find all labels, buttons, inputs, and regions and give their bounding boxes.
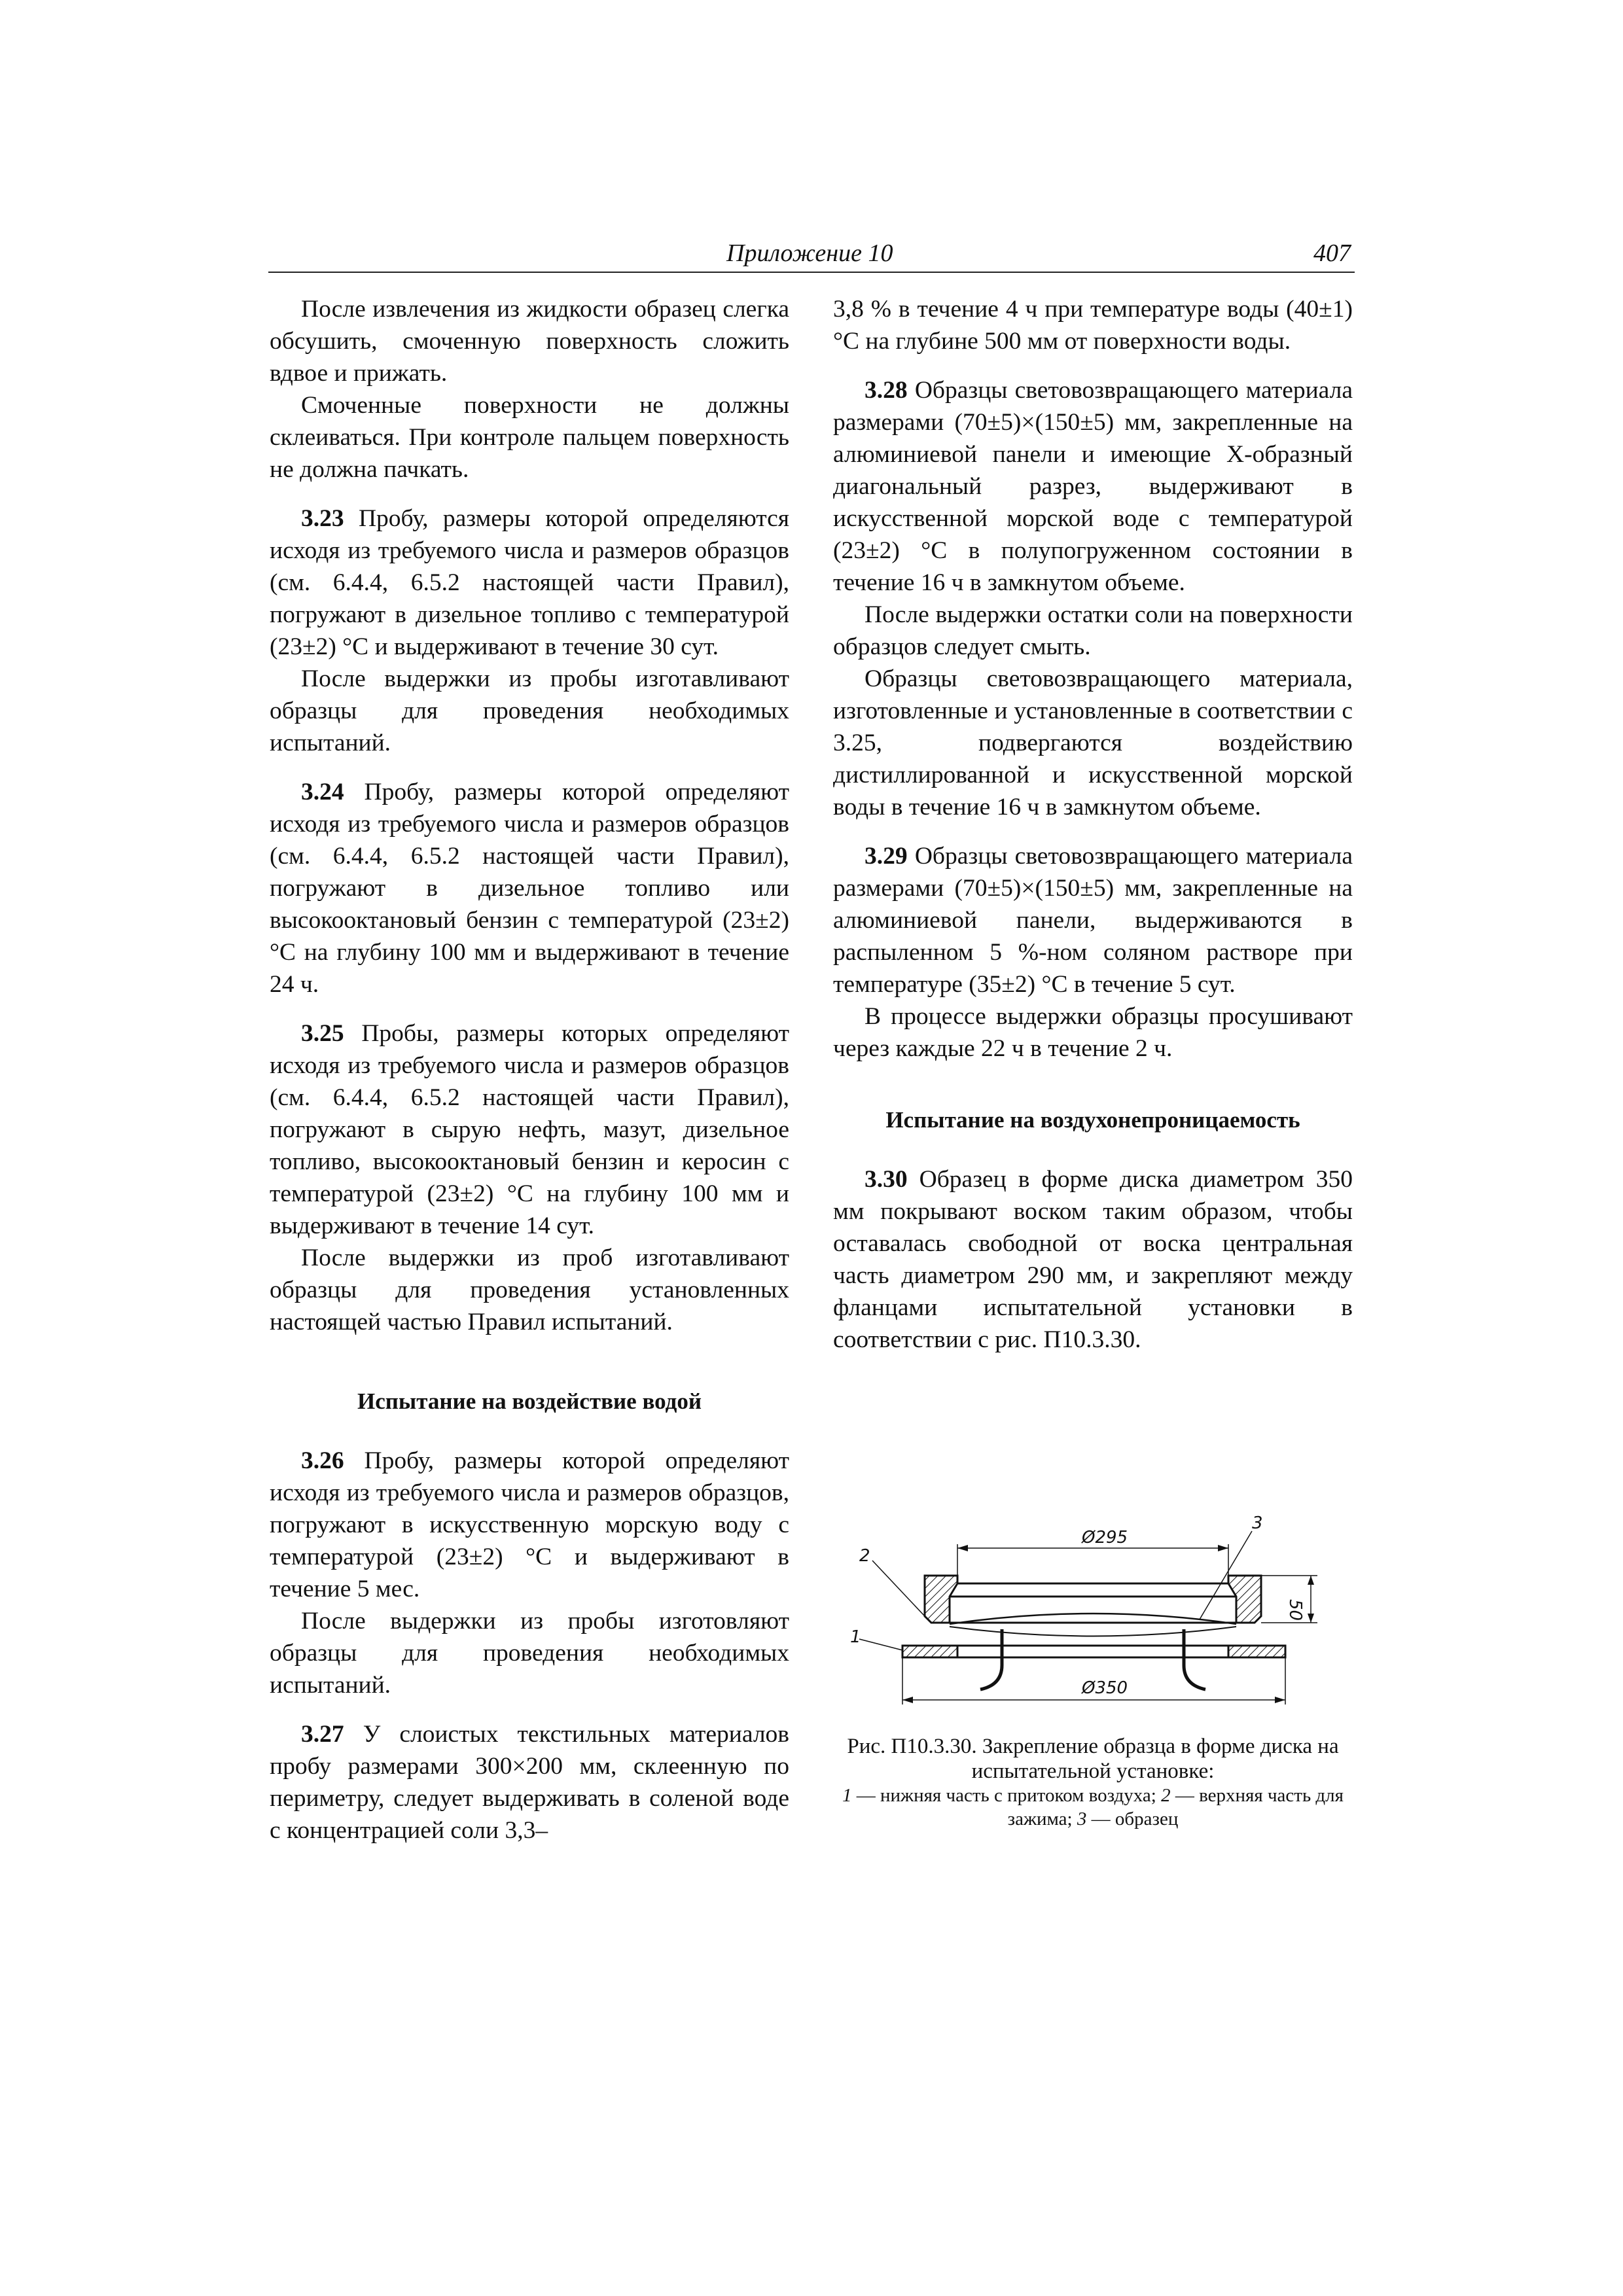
legend-text: — верхняя часть для зажима;	[1007, 1785, 1344, 1829]
section-heading-water: Испытание на воздействие водой	[357, 1388, 702, 1414]
clause-number: 3.25	[301, 1020, 344, 1047]
air-inlet-left	[980, 1629, 1002, 1689]
clause-text: Образец в форме диска диаметром 350 мм покрывают воском таким образом, чтобы оставалась свободной от воска центральная часть диаметром 290 мм, и закрепляют между фланцами испытательной установки в соответствии с рис. П10.3.30.	[833, 1166, 1353, 1353]
clause-text: У слоистых текстильных материалов пробу размерами 300×200 мм, склеенную по периметру, следует выдерживать в соленой воде с концентрацией соли 3,3–	[270, 1721, 789, 1844]
upper-flange-right	[1228, 1576, 1261, 1623]
header-section-title: Приложение 10	[726, 239, 893, 267]
callout-3: 3	[1252, 1513, 1263, 1533]
dimension-350: Ø350	[1082, 1678, 1128, 1698]
paragraph: После выдержки из пробы изготовляют образцы для проведения необходимых испытаний.	[270, 1608, 789, 1699]
running-header	[268, 239, 1355, 273]
clause-3-30	[833, 1163, 1353, 1356]
callout-2: 2	[859, 1546, 870, 1566]
clause-3-26	[270, 1445, 789, 1605]
paragraph: После выдержки из пробы изготавливают образцы для проведения необходимых испытаний.	[270, 665, 789, 756]
paragraph: После извлечения из жидкости образец слегка обсушить, смоченную поверхность сложить вдвое и прижать.	[270, 296, 789, 387]
figure-caption	[833, 1734, 1353, 1831]
clause-number: 3.29	[865, 843, 908, 870]
paragraph: Смоченные поверхности не должны склеиваться. При контроле пальцем поверхность не должна пачкать.	[270, 392, 789, 483]
dimension-50: 50	[1285, 1599, 1305, 1621]
clause-3-23	[270, 503, 789, 663]
clause-number: 3.28	[865, 377, 908, 404]
figure-disk-clamping-drawing	[833, 1505, 1353, 1721]
clause-number: 3.24	[301, 779, 344, 805]
clause-text: Образцы световозвращающего материала размерами (70±5)×(150±5) мм, закрепленные на алюминиевой панели и имеющие Х-образный диагональный разрез, выдерживают в искусственной морской воде с температурой (23±2) °С в полупогруженном состоянии в течение 16 ч в замкнутом объеме.	[833, 377, 1353, 596]
paragraph: Образцы световозвращающего материала, изготовленные и установленные в соответствии с 3.25, подвергаются воздействию дистиллированной и искусственной морской воды в течение 16 ч в замкнутом объеме.	[833, 665, 1353, 821]
upper-flange-left	[925, 1576, 957, 1623]
paragraph: После выдержки из проб изготавливают образцы для проведения установленных настоящей частью Правил испытаний.	[270, 1245, 789, 1335]
left-column	[270, 293, 789, 1846]
clause-3-29	[833, 840, 1353, 1000]
clause-text: Образцы световозвращающего материала размерами (70±5)×(150±5) мм, закрепленные на алюминиевой панели, выдерживаются в распыленном 5 %-ном соляном растворе при температуре (35±2) °С в течение 5 сут.	[833, 843, 1353, 998]
legend-number: 1	[842, 1785, 852, 1806]
air-inlet-right	[1184, 1629, 1205, 1689]
clause-number: 3.23	[301, 505, 344, 532]
clause-3-28	[833, 374, 1353, 599]
page-number: 407	[1313, 239, 1351, 267]
clause-3-25	[270, 1017, 789, 1242]
legend-text: — образец	[1086, 1809, 1179, 1829]
legend-number: 3	[1077, 1809, 1087, 1829]
section-heading-air: Испытание на воздухонепроницаемость	[885, 1107, 1300, 1133]
clause-3-24	[270, 776, 789, 1000]
callout-1: 1	[850, 1627, 861, 1647]
clause-number: 3.27	[301, 1721, 344, 1748]
clause-text: Пробу, размеры которой определяют исходя из требуемого числа и размеров образцов, погружают в искусственную морскую воду с температурой (23±2) °С и выдерживают в течение 5 мес.	[270, 1447, 789, 1602]
clause-3-27	[270, 1718, 789, 1846]
clause-text: Пробу, размеры которой определяются исходя из требуемого числа и размеров образцов (см. 6.4.4, 6.5.2 настоящей части Правил), погружают в дизельное топливо с температурой (23±2) °С и выдерживают в течение 30 сут.	[270, 505, 789, 660]
paragraph: В процессе выдержки образцы просушивают через каждые 22 ч в течение 2 ч.	[833, 1003, 1353, 1062]
caption-title: Рис. П10.3.30. Закрепление образца в форме диска на испытательной установке:	[847, 1735, 1339, 1783]
clause-text: Пробу, размеры которой определяют исходя из требуемого числа и размеров образцов (см. 6.4.4, 6.5.2 настоящей части Правил), погружают в дизельное топливо или высокооктановый бензин с температурой (23±2) °С на глубину 100 мм и выдерживают в течение 24 ч.	[270, 779, 789, 998]
clause-text: Пробы, размеры которых определяют исходя из требуемого числа и размеров образцов (см. 6.4.4, 6.5.2 настоящей части Правил), погружают в сырую нефть, мазут, дизельное топливо, высокооктановый бензин и керосин с температурой (23±2) °С на глубину 100 мм и выдерживают в течение 14 сут.	[270, 1020, 789, 1239]
legend-text: — нижняя часть с притоком воздуха;	[851, 1785, 1162, 1806]
clause-number: 3.26	[301, 1447, 344, 1474]
legend-number: 2	[1161, 1785, 1171, 1806]
paragraph-continuation: 3,8 % в течение 4 ч при температуре воды (40±1) °С на глубине 500 мм от поверхности воды.	[833, 296, 1353, 355]
right-column	[833, 293, 1353, 1356]
dimension-295: Ø295	[1082, 1528, 1128, 1547]
caption-legend	[833, 1784, 1353, 1831]
clause-number: 3.30	[865, 1166, 908, 1193]
paragraph: После выдержки остатки соли на поверхности образцов следует смыть.	[833, 601, 1353, 660]
